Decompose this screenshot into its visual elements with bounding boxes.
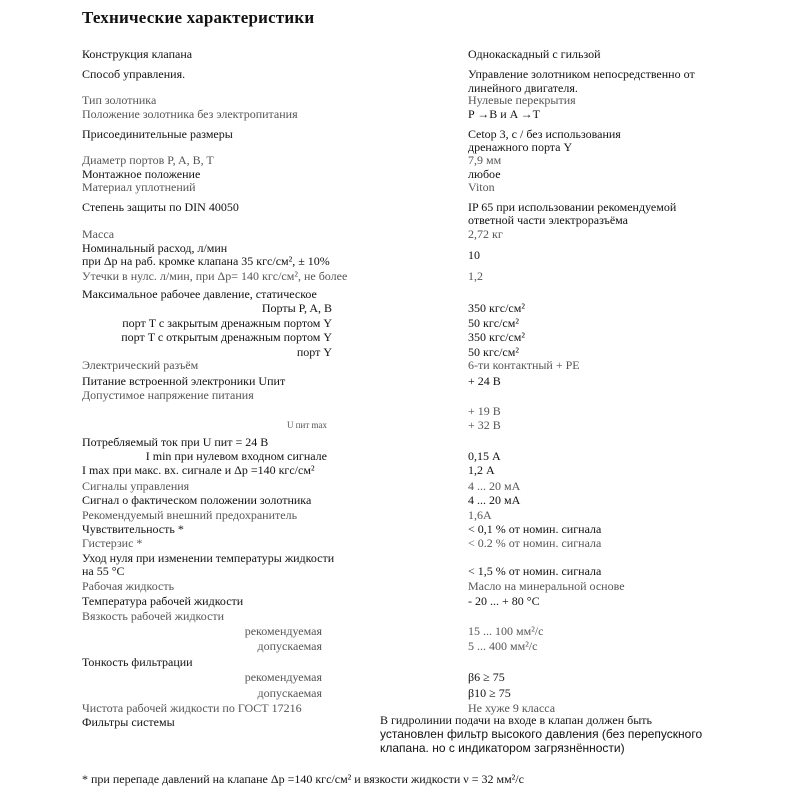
spec-value: 50 кгс/см² — [468, 316, 519, 330]
page-title: Технические характеристики — [82, 8, 315, 27]
spec-label: Конструкция клапана — [82, 47, 193, 61]
spec-label: Потребляемый ток при U пит = 24 В — [82, 435, 269, 449]
spec-label: Сигналы управления — [82, 479, 190, 493]
spec-label: I min при нулевом входном сигнале — [145, 449, 327, 463]
spec-value: IP 65 при использовании рекомендуемой — [468, 200, 677, 214]
spec-label: допускаемая — [257, 639, 322, 653]
spec-value: 10 — [468, 248, 480, 262]
spec-label: Максимальное рабочее давление, статическое — [82, 287, 317, 301]
spec-label: на 55 °C — [82, 564, 125, 578]
spec-label: Уход нуля при изменении температуры жидкости — [82, 551, 335, 565]
spec-value: 15 ... 100 мм²/с — [468, 624, 544, 638]
spec-label: Порты P, A, B — [261, 301, 332, 315]
spec-label: допускаемая — [257, 686, 322, 700]
spec-label: Утечки в нулс. л/мин, при Δp= 140 кгс/см², не более — [82, 269, 348, 283]
spec-value: 1,2 — [468, 269, 483, 283]
filters-line-2: установлен фильтр высокого давления (без перепускного — [380, 727, 703, 741]
spec-value: 50 кгс/см² — [468, 345, 519, 359]
spec-label: Номинальный расход, л/мин — [82, 241, 228, 255]
spec-value: Масло на минеральной основе — [468, 579, 625, 593]
spec-value: + 32 В — [468, 418, 501, 432]
spec-value: < 1,5 % от номин. сигнала — [468, 564, 602, 578]
spec-label: Положение золотника без электропитания — [82, 107, 298, 121]
spec-label: порт Y — [296, 345, 332, 359]
spec-label: Монтажное положение — [82, 167, 201, 181]
filters-line-3: клапана. но с индикатором загрязнённости) — [380, 741, 625, 755]
spec-value: 1,2 А — [468, 463, 495, 477]
spec-label: Рекомендуемый внешний предохранитель — [82, 508, 298, 522]
spec-value: + 19 В — [468, 404, 501, 418]
spec-label: Рабочая жидкость — [82, 579, 175, 593]
spec-label: Присоединительные размеры — [82, 127, 233, 141]
spec-label: Фильтры системы — [82, 715, 175, 729]
spec-label: рекомендуемая — [244, 624, 322, 638]
spec-label: рекомендуемая — [244, 670, 322, 684]
spec-value: 7,9 мм — [468, 153, 502, 167]
footnote: * при перепаде давлений на клапане Δp =140 кгс/см² и вязкости жидкости ν = 32 мм²/с — [82, 772, 524, 786]
spec-value: ответной части электроразъёма — [468, 213, 628, 227]
spec-value: дренажного порта Y — [468, 140, 573, 154]
spec-value: 4 ... 20 мА — [468, 479, 521, 493]
spec-label: Тонкость фильтрации — [82, 655, 193, 669]
spec-value: + 24 В — [468, 374, 501, 388]
spec-label: Сигнал о фактическом положении золотника — [82, 493, 312, 507]
spec-label: Допустимое напряжение питания — [82, 388, 254, 402]
spec-label: Гистерзис * — [82, 536, 143, 550]
spec-value: - 20 ... + 80 °C — [468, 594, 540, 608]
spec-value: < 0,1 % от номин. сигнала — [468, 522, 602, 536]
spec-label: Температура рабочей жидкости — [82, 594, 244, 608]
spec-label: Питание встроенной электроники Uпит — [82, 374, 286, 388]
spec-value: 2,72 кг — [468, 227, 503, 241]
spec-label: Диаметр портов P, A, B, T — [82, 153, 214, 167]
spec-label: порт T с открытым дренажным портом Y — [121, 330, 332, 344]
spec-value: < 0.2 % от номин. сигнала — [468, 536, 602, 550]
spec-value: 6-ти контактный + PE — [468, 358, 580, 372]
spec-value: Управление золотником непосредственно от линейного двигателя. — [468, 67, 695, 95]
spec-value: Cetop 3, с / без использования — [468, 127, 621, 141]
spec-label: Степень защиты по DIN 40050 — [82, 200, 239, 214]
spec-label: U пит max — [286, 420, 327, 430]
spec-label: Чувствительность * — [82, 522, 184, 536]
spec-value: Не хуже 9 класса — [468, 701, 556, 715]
spec-label: Чистота рабочей жидкости по ГОСТ 17216 — [82, 701, 302, 715]
spec-label: I max при макс. вх. сигнале и Δp =140 кгс/см² — [82, 463, 315, 477]
spec-label: Материал уплотнений — [82, 180, 196, 194]
spec-label: при Δp на раб. кромке клапана 35 кгс/см², ± 10% — [82, 254, 330, 268]
spec-value: 0,15 А — [468, 449, 501, 463]
spec-label: Масса — [82, 227, 115, 241]
spec-label: Тип золотника — [82, 93, 157, 107]
spec-value: 350 кгс/см² — [468, 301, 525, 315]
spec-value: Viton — [468, 180, 495, 194]
spec-value: 1,6А — [468, 508, 492, 522]
spec-value: β10 ≥ 75 — [468, 686, 511, 700]
spec-value: 350 кгс/см² — [468, 330, 525, 344]
spec-value: Нулевые перекрытия — [468, 93, 576, 107]
spec-value: β6 ≥ 75 — [468, 670, 505, 684]
spec-label: порт T с закрытым дренажным портом Y — [122, 316, 332, 330]
spec-value: 4 ... 20 мА — [468, 493, 521, 507]
spec-value: 5 ... 400 мм²/с — [468, 639, 538, 653]
spec-label: Электрический разъём — [82, 358, 199, 372]
spec-value: Однокаскадный с гильзой — [468, 47, 601, 61]
filters-line-1: В гидролинии подачи на входе в клапан должен быть — [380, 713, 653, 727]
spec-value: любое — [468, 167, 501, 181]
spec-value: P →B и A →T — [468, 107, 540, 121]
spec-label: Вязкость рабочей жидкости — [82, 609, 225, 623]
spec-label: Способ управления. — [82, 67, 186, 81]
filters-description — [380, 713, 725, 755]
